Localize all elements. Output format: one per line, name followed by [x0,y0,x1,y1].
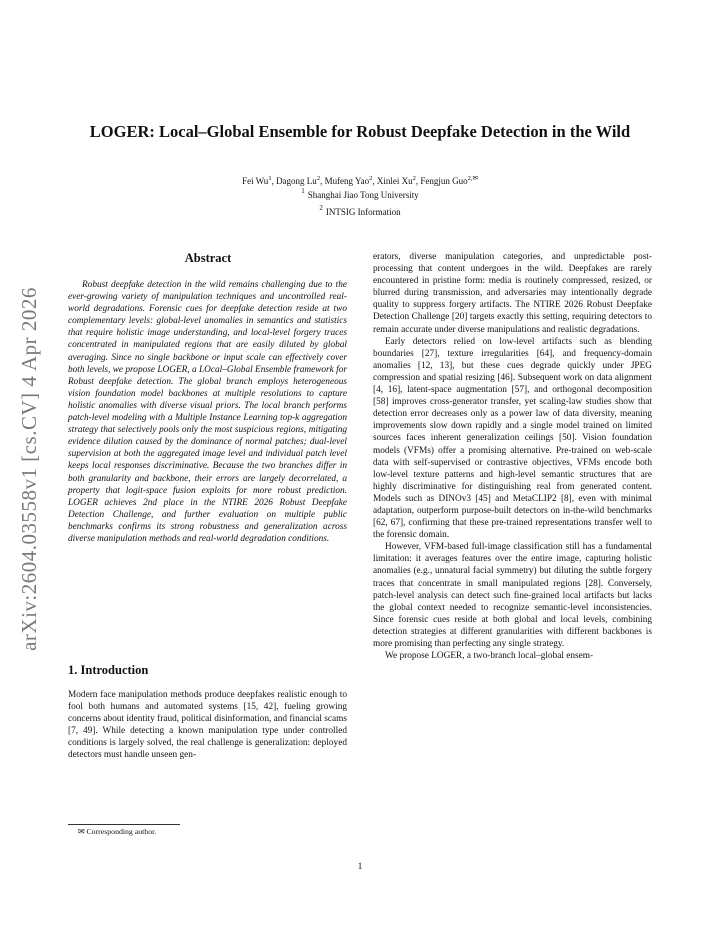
section-heading-introduction: 1. Introduction [68,663,149,677]
author-name: Xinlei Xu [376,176,413,186]
affiliation-mark: 1 [301,187,305,195]
author-affiliation-mark: 2 [412,175,416,182]
intro-paragraph-proposal: We propose LOGER, a two-branch local–global ensem- [385,651,594,662]
author-name: Fei Wu [242,176,269,186]
abstract-body: Robust deepfake detection in the wild remains challenging due to the ever-growing variety of manipulation techniques and uncontrolled real-world degradations. Forensic cues for deepfake detection reside at two complementary levels: global-level anomalies in semantics and statistics that require holistic image understanding, and local-level forgery traces concentrated in manipulated regions that are easily diluted by global averaging. Since no single backbone or input scale can effectively cover both levels, we propose LOGER, a LOcal–Global Ensemble framework for Robust deepfake detection. The global branch employs heterogeneous vision foundation model backbones at multiple resolutions to capture holistic anomalies with diverse visual priors. The local branch performs patch-level modeling with a Multiple Instance Learning top-k aggregation strategy that selectively pools only the most suspicious regions, mitigating evidence dilution caused by the dominance of normal patches; dual-level supervision at both the aggregated image level and individual patch level keeps local responses discriminative. Because the two branches differ in both granularity and backbone, their errors are largely decorrelated, a property that logit-space fusion exploits for more robust prediction. LOGER achieves 2nd place in the NTIRE 2026 Robust Deepfake Detection Challenge, and further evaluation on multiple public benchmarks confirms its strong robustness and generalization across diverse manipulation methods and real-world degradation conditions. [68,280,347,544]
author-affiliation-mark: 2,✉ [467,175,478,182]
author-affiliation-mark: 2 [369,175,373,182]
author-name: Mufeng Yao [324,176,370,186]
footnote-corresponding-author: ✉ Corresponding author. [78,827,157,836]
author-name: Dagong Lu [276,176,317,186]
intro-paragraph-continued: erators, diverse manipulation categories, and unpredictable post-processing that content undergoes in the wild. Deepfakes are rarely encountered in pristine form: media is routinely compressed, resized, or blurred during transmission, and adversaries may intentionally degrade quality to suppress forgery artifacts. The NTIRE 2026 Robust Deepfake Detection Challenge [20] targets exactly this setting, requiring detectors to remain accurate under diverse manipulations and realistic degradations. [373,252,652,335]
abstract-heading: Abstract [184,251,232,265]
author-affiliation-mark: 2 [316,175,321,182]
page-number: 1 [357,862,363,872]
affiliation-1 [60,187,660,200]
author-name: Fengjun Guo [420,176,468,186]
arxiv-identifier: arXiv:2604.03558v1 [cs.CV] 4 Apr 2026 [17,287,41,651]
intro-paragraph-limitation: However, VFM-based full-image classification still has a fundamental limitation: it averages features over the entire image, capturing holistic anomalies (e.g., unnatural facial symmetry) but diluting the subtle forgery traces that concentrate in small manipulated regions [28]. Conversely, patch-level analysis can detect such fine-grained local artifacts but lacks the global context needed to recognize semantic-level inconsistencies. Since forensic cues reside at both global and local levels, combining detection strategies at different granularities with different backbones is more promising than perfecting any single strategy. [373,542,652,649]
affiliation-name: INTSIG Information [325,207,401,217]
right-column [373,251,652,662]
affiliation-mark: 2 [319,204,323,212]
introduction-paragraph-1: Modern face manipulation methods produce deepfakes realistic enough to fool both humans and automated systems [15, 42], fueling growing concerns about identity fraud, political disinformation, and financial scams [7, 49]. While detecting a known manipulation type under controlled conditions is largely solved, the real challenge is generalization: deployed detectors must handle unseen gen- [68,690,347,761]
author-list: Fei Wu$^1$, Dagong Lu$^2$, Mufeng Yao$^2$, Xinlei Xu$^2$, Fengjun Guo$^{2,✉}$ [242,175,478,186]
affiliation-2 [60,204,660,217]
paper-title: LOGER: Local–Global Ensemble for Robust Deepfake Detection in the Wild [89,122,631,141]
author-affiliation-mark: 1 [268,175,272,182]
footnote-rule [68,824,180,825]
affiliation-name: Shanghai Jiao Tong University [307,190,419,200]
intro-paragraph-early-detectors: Early detectors relied on low-level artifacts such as blending boundaries [27], texture irregularities [64], and frequency-domain anomalies [12, 13], but these cues degrade quickly under JPEG compression and spatial resizing [46]. Subsequent work on data alignment [4, 16], latent-space augmentation [57], and orthogonal decomposition [58] improves cross-generator transfer, yet scaling-law studies show that detection error decreases only as a power law of data diversity, meaning improvements slow down rapidly and a single model trained on limited sources faces inherent generalization ceilings [50]. Vision foundation models (VFMs) offer a promising alternative. Pre-trained on web-scale data with self-supervised or contrastive objectives, VFMs encode both low-level texture patterns and high-level semantic structures that are highly discriminative for distinguishing real from generated content. Models such as DINOv3 [45] and MetaCLIP2 [8], even with minimal adaptation, outperform purpose-built detectors on in-the-wild benchmarks [62, 67], confirming that these pre-trained representations transfer well to the forensic domain. [373,336,652,541]
